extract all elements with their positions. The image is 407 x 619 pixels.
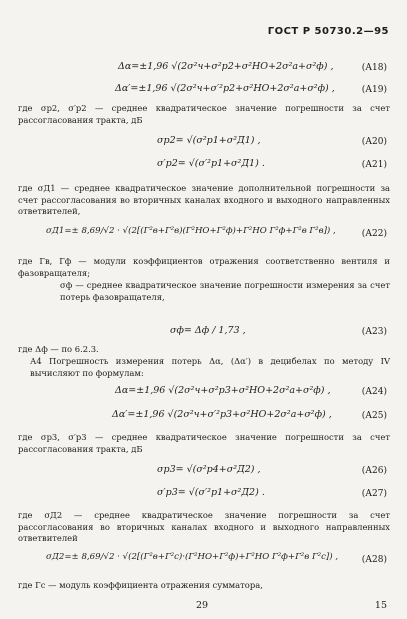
equation-formula: Δα′=±1,96 √(2σ²ч+σ′²р3+σ²НО+2σ²а+σ²ф) ,: [112, 409, 332, 420]
equation-formula: σр2= √(σ²р1+σ²Д1) ,: [157, 135, 261, 146]
equation-formula: σД2=± 8,69/√2 · √(2[(Г²в+Г²с)·(Г²НО+Г²ф)+Г²НО Г²ф+Г²в Г²с]) ,: [46, 552, 339, 562]
equation-formula: σ′р3= √(σ′²р1+σ²Д2) .: [157, 487, 265, 498]
page-header: ГОСТ Р 50730.2—95: [267, 26, 389, 37]
equation-formula: σр3= √(σ²р4+σ²Д2) ,: [157, 464, 261, 475]
paragraph: где σД2 — среднее квадратическое значение погрешности за счет рассогласования во вторичных каналах входного и выходного направленных ответвителей: [18, 510, 390, 544]
equation-formula: Δα=±1,96 √(2σ²ч+σ²р2+σ²НО+2σ²а+σ²ф) ,: [118, 61, 334, 72]
paragraph: где σр3, σ′р3 — среднее квадратическое значение погрешности за счет рассогласования тракта, дБ: [18, 432, 390, 454]
paragraph: где Гс — модуль коэффициента отражения сумматора,: [18, 580, 263, 590]
equation-formula: Δα=±1,96 √(2σ²ч+σ²р3+σ²НО+2σ²а+σ²ф) ,: [115, 385, 331, 396]
equation-a18: [0, 58, 407, 80]
equation-a25: [0, 406, 407, 428]
paragraph: где σр2, σ′р2 — среднее квадратическое значение погрешности за счет рассогласования тракта, дБ: [18, 103, 390, 125]
page-number: 15: [374, 600, 387, 611]
paragraph: А4 Погрешность измерения потерь Δα, (Δα′) в децибелах по методу IV вычисляют по формулам:: [30, 356, 390, 378]
equation-number: (А19): [361, 85, 387, 95]
equation-number: (А23): [361, 327, 387, 337]
equation-number: (А27): [361, 489, 387, 499]
equation-a26: [0, 461, 407, 483]
equation-number: (А20): [361, 137, 387, 147]
paragraph: σф — среднее квадратическое значение погрешности измерения за счет потерь фазовращателя,: [60, 280, 390, 302]
equation-number: (А22): [361, 229, 387, 239]
equation-a22: [0, 222, 407, 248]
equation-formula: σ′р2= √(σ′²р1+σ²Д1) .: [157, 158, 265, 169]
equation-a24: [0, 382, 407, 404]
equation-a28: [0, 548, 407, 574]
equation-a27: [0, 484, 407, 506]
equation-a21: [0, 155, 407, 177]
equation-a19: [0, 80, 407, 102]
equation-formula: Δα′=±1,96 √(2σ²ч+σ′²р2+σ²НО+2σ²а+σ²ф) ,: [115, 83, 335, 94]
equation-number: (А26): [361, 466, 387, 476]
equation-number: (А21): [361, 160, 387, 170]
equation-formula: σД1=± 8,69/√2 · √(2[(Г²в+Г²в)(Г²НО+Г²ф)+Г²НО Г²ф+Г²в Г²в]) ,: [46, 226, 336, 236]
paragraph: где Δф — по 6.2.3.: [18, 344, 99, 354]
equation-number: (А28): [361, 555, 387, 565]
equation-number: (А25): [361, 411, 387, 421]
equation-number: (А24): [361, 387, 387, 397]
page-number-inner: 29: [196, 600, 209, 611]
paragraph: где Гв, Гф — модули коэффициентов отражения соответственно вентиля и фазовращателя;: [18, 256, 390, 278]
equation-a23: [0, 322, 407, 344]
paragraph: где σД1 — среднее квадратическое значение дополнительной погрешности за счет рассогласования во вторичных каналах входного и выходного направленных ответвителей,: [18, 183, 390, 217]
equation-number: (А18): [361, 63, 387, 73]
equation-a20: [0, 132, 407, 154]
equation-formula: σф= Δф / 1,73 ,: [170, 325, 246, 336]
